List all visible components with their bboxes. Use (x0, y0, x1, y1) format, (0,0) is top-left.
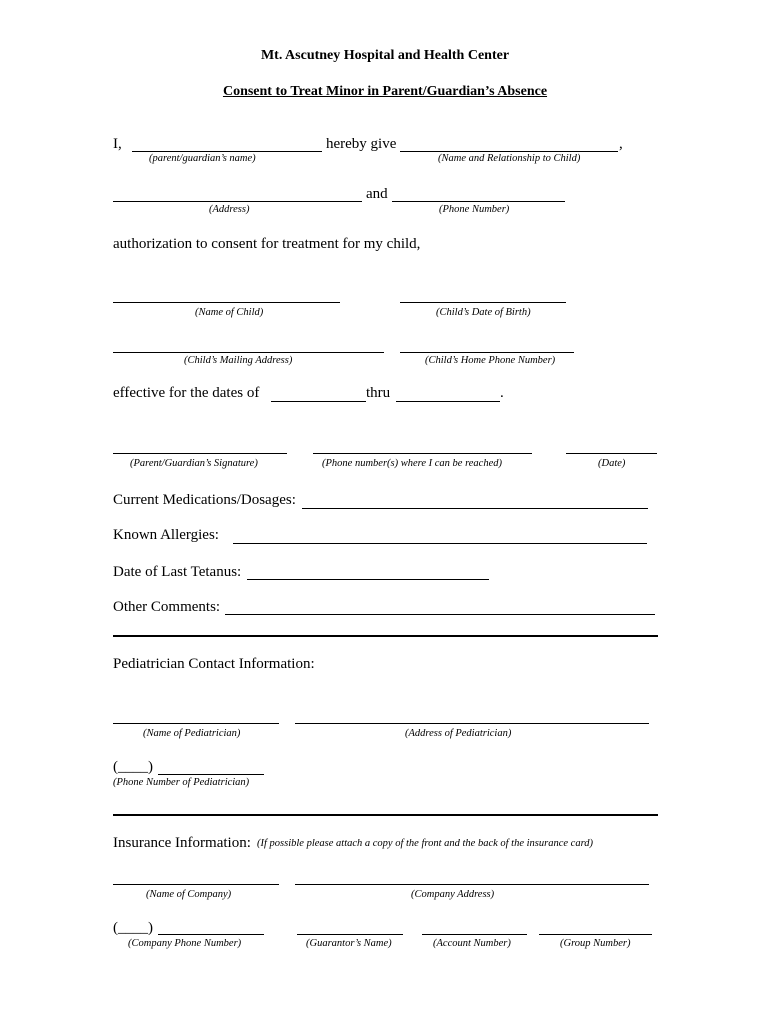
allergies-label: Known Allergies: (113, 527, 219, 543)
document-title: Mt. Ascutney Hospital and Health Center (260, 48, 510, 63)
signature-caption: (Parent/Guardian’s Signature) (130, 458, 258, 469)
phone-reach-caption: (Phone number(s) where I can be reached) (322, 458, 502, 469)
section-divider (113, 635, 658, 637)
comma-text: , (619, 136, 623, 152)
account-number-caption: (Account Number) (433, 938, 511, 949)
pediatrician-heading: Pediatrician Contact Information: (113, 656, 315, 672)
pediatrician-area-code: (____) (113, 759, 153, 775)
comments-label: Other Comments: (113, 599, 221, 615)
phone-reach-field[interactable] (313, 453, 532, 454)
child-mailing-field[interactable] (113, 352, 384, 353)
child-dob-caption: (Child’s Date of Birth) (436, 307, 531, 318)
address-caption: (Address) (209, 204, 250, 215)
pediatrician-phone-field[interactable] (158, 774, 264, 775)
section-divider-2 (113, 814, 658, 816)
medications-field[interactable] (302, 508, 648, 509)
company-phone-field[interactable] (158, 934, 264, 935)
i-prefix: I, (113, 136, 122, 152)
document-subtitle: Consent to Treat Minor in Parent/Guardian’s Absence (222, 84, 548, 99)
end-date-field[interactable] (396, 401, 500, 402)
period-text: . (500, 385, 504, 401)
child-home-phone-caption: (Child’s Home Phone Number) (425, 355, 556, 366)
date-caption: (Date) (598, 458, 626, 469)
account-number-field[interactable] (422, 934, 527, 935)
parent-name-field[interactable] (132, 151, 322, 152)
authorization-text: authorization to consent for treatment for my child, (113, 236, 421, 252)
comments-field[interactable] (225, 614, 655, 615)
pediatrician-address-caption: (Address of Pediatrician) (405, 728, 512, 739)
allergies-field[interactable] (233, 543, 647, 544)
group-number-caption: (Group Number) (560, 938, 631, 949)
pediatrician-name-field[interactable] (113, 723, 279, 724)
phone-caption: (Phone Number) (439, 204, 510, 215)
relationship-field[interactable] (400, 151, 618, 152)
phone-field[interactable] (392, 201, 565, 202)
child-dob-field[interactable] (400, 302, 566, 303)
company-address-field[interactable] (295, 884, 649, 885)
effective-text: effective for the dates of (113, 385, 260, 401)
guarantor-field[interactable] (297, 934, 403, 935)
guarantor-caption: (Guarantor’s Name) (306, 938, 392, 949)
parent-name-caption: (parent/guardian’s name) (149, 153, 256, 164)
company-address-caption: (Company Address) (411, 889, 495, 900)
pediatrician-address-field[interactable] (295, 723, 649, 724)
and-text: and (366, 186, 388, 202)
child-name-field[interactable] (113, 302, 340, 303)
hereby-give-text: hereby give (326, 136, 397, 152)
date-field[interactable] (566, 453, 657, 454)
tetanus-label: Date of Last Tetanus: (113, 564, 242, 580)
company-phone-caption: (Company Phone Number) (128, 938, 242, 949)
pediatrician-name-caption: (Name of Pediatrician) (143, 728, 241, 739)
start-date-field[interactable] (271, 401, 366, 402)
thru-text: thru (366, 385, 391, 401)
insurance-heading: Insurance Information: (113, 835, 251, 851)
child-mailing-caption: (Child’s Mailing Address) (184, 355, 293, 366)
child-name-caption: (Name of Child) (195, 307, 264, 318)
medications-label: Current Medications/Dosages: (113, 492, 296, 508)
insurance-note: (If possible please attach a copy of the front and the back of the insurance card) (257, 838, 594, 849)
pediatrician-phone-caption: (Phone Number of Pediatrician) (113, 777, 250, 788)
relationship-caption: (Name and Relationship to Child) (438, 153, 581, 164)
signature-field[interactable] (113, 453, 287, 454)
group-number-field[interactable] (539, 934, 652, 935)
company-area-code: (____) (113, 920, 153, 936)
tetanus-field[interactable] (247, 579, 489, 580)
child-home-phone-field[interactable] (400, 352, 574, 353)
address-field[interactable] (113, 201, 362, 202)
company-name-field[interactable] (113, 884, 279, 885)
company-name-caption: (Name of Company) (146, 889, 232, 900)
